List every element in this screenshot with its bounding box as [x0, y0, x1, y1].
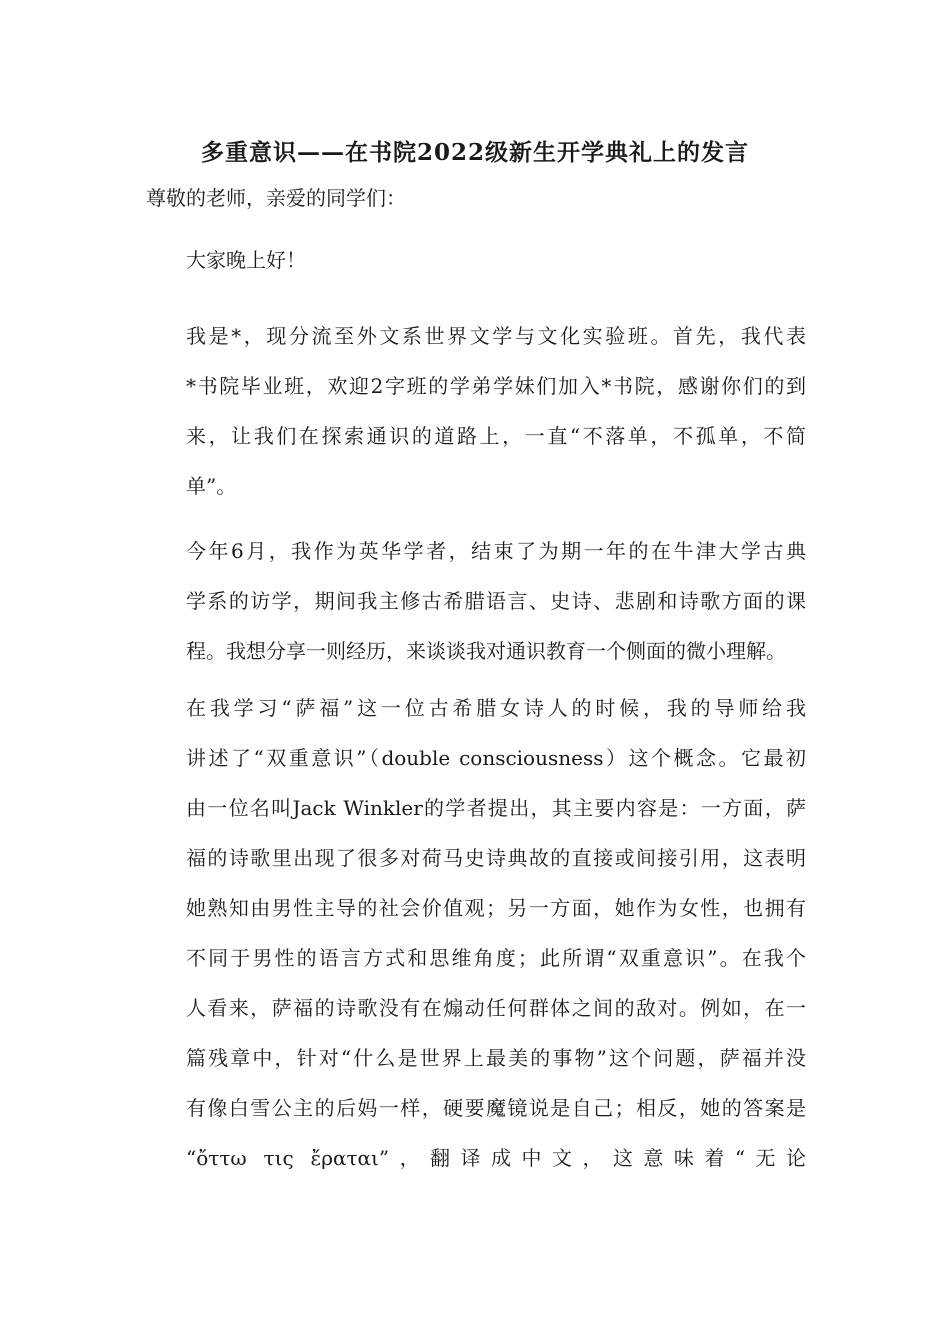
paragraph-sappho: [146, 683, 806, 1183]
paragraph-line: 她熟知由男性主导的社会价值观；另一方面，她作为女性，也拥有: [186, 896, 806, 920]
paragraph-line: 单”。: [186, 474, 237, 498]
paragraph-line: 我是*，现分流至外文系世界文学与文化实验班。首先，我代表: [186, 324, 806, 348]
paragraph-line: 来，让我们在探索通识的道路上，一直“不落单，不孤单，不简: [186, 424, 806, 448]
paragraph-line: *书院毕业班，欢迎2字班的学弟学妹们加入*书院，感谢你们的到: [186, 374, 806, 398]
paragraph-introduction: [146, 311, 806, 511]
paragraph-line: 有像白雪公主的后妈一样，硬要魔镜说是自己；相反，她的答案是: [186, 1096, 806, 1120]
paragraph-line: 讲述了“双重意识”（double consciousness）这个概念。它最初: [186, 746, 806, 770]
greeting: 大家晚上好！: [186, 248, 306, 272]
paragraph-line: “ὄττω τις ἔραται”，翻译成中文，这意味着“无论: [186, 1146, 806, 1170]
paragraph-line: 不同于男性的语言方式和思维角度；此所谓“双重意识”。在我个: [186, 946, 806, 970]
paragraph-oxford: [146, 526, 806, 676]
paragraph-line: 程。我想分享一则经历，来谈谈我对通识教育一个侧面的微小理解。: [186, 639, 786, 663]
paragraph-line: 今年6月，我作为英华学者，结束了为期一年的在牛津大学古典: [186, 539, 806, 563]
document-title: 多重意识——在书院2022级新生开学典礼上的发言: [200, 139, 749, 166]
paragraph-line: 人看来，萨福的诗歌没有在煽动任何群体之间的敌对。例如，在一: [186, 996, 806, 1020]
paragraph-line: 学系的访学，期间我主修古希腊语言、史诗、悲剧和诗歌方面的课: [186, 589, 806, 613]
paragraph-line: 篇残章中，针对“什么是世界上最美的事物”这个问题，萨福并没: [186, 1046, 806, 1070]
paragraph-line: 福的诗歌里出现了很多对荷马史诗典故的直接或间接引用，这表明: [186, 846, 806, 870]
paragraph-line: 在我学习“萨福”这一位古希腊女诗人的时候，我的导师给我: [186, 696, 806, 720]
salutation: 尊敬的老师，亲爱的同学们：: [146, 186, 406, 210]
paragraph-line: 由一位名叫Jack Winkler的学者提出，其主要内容是：一方面，萨: [186, 796, 806, 820]
